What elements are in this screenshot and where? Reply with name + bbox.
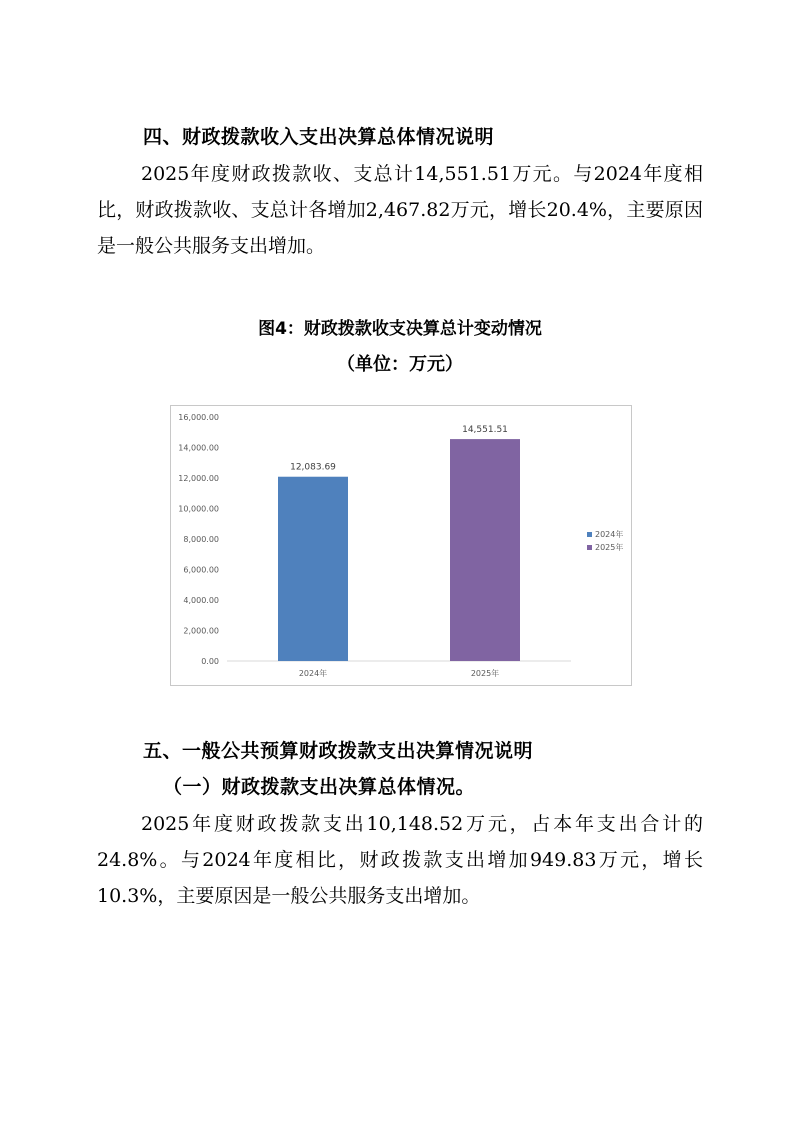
section4-paragraph: 2025年度财政拨款收、支总计14,551.51万元。与2024年度相比，财政拨款收、支总计各增加2,467.82万元，增长20.4%，主要原因是一般公共服务支出增加。 [97,163,703,257]
y-tick-label: 12,000.00 [178,474,219,483]
y-tick-label: 4,000.00 [183,596,219,605]
bar-2024年 [278,477,348,661]
legend-swatch [587,532,592,537]
legend-label: 2025年 [595,543,624,552]
figure-unit: （单位：万元） [337,354,463,375]
x-tick-label: 2024年 [298,669,328,678]
y-tick-label: 0.00 [201,657,219,666]
y-tick-label: 8,000.00 [183,535,219,544]
y-tick-label: 6,000.00 [183,565,219,575]
y-tick-label: 14,000.00 [178,443,219,453]
bar-chart [170,405,632,686]
section4-heading: 四、财政拨款收入支出决算总体情况说明 [143,126,495,148]
y-tick-label: 10,000.00 [178,504,219,514]
y-tick-label: 2,000.00 [183,626,219,636]
figure-caption: 图4：财政拨款收支决算总计变动情况 [258,319,542,339]
data-label: 14,551.51 [462,425,508,436]
legend-label: 2024年 [595,530,624,539]
section5-heading: 五、一般公共预算财政拨款支出决算情况说明 [143,740,534,762]
data-label: 12,083.69 [290,462,336,473]
x-tick-label: 2025年 [470,669,500,678]
legend-swatch [587,545,592,550]
y-tick-label: 16,000.00 [178,413,219,422]
section5-subheading: （一）财政拨款支出决算总体情况。 [163,776,476,798]
section5-paragraph: 2025年度财政拨款支出10,148.52万元，占本年支出合计的24.8%。与2024年度相比，财政拨款支出增加949.83万元，增长10.3%，主要原因是一般公共服务支出增加。 [97,813,703,907]
bar-2025年 [450,439,520,661]
chart-canvas [171,406,631,685]
